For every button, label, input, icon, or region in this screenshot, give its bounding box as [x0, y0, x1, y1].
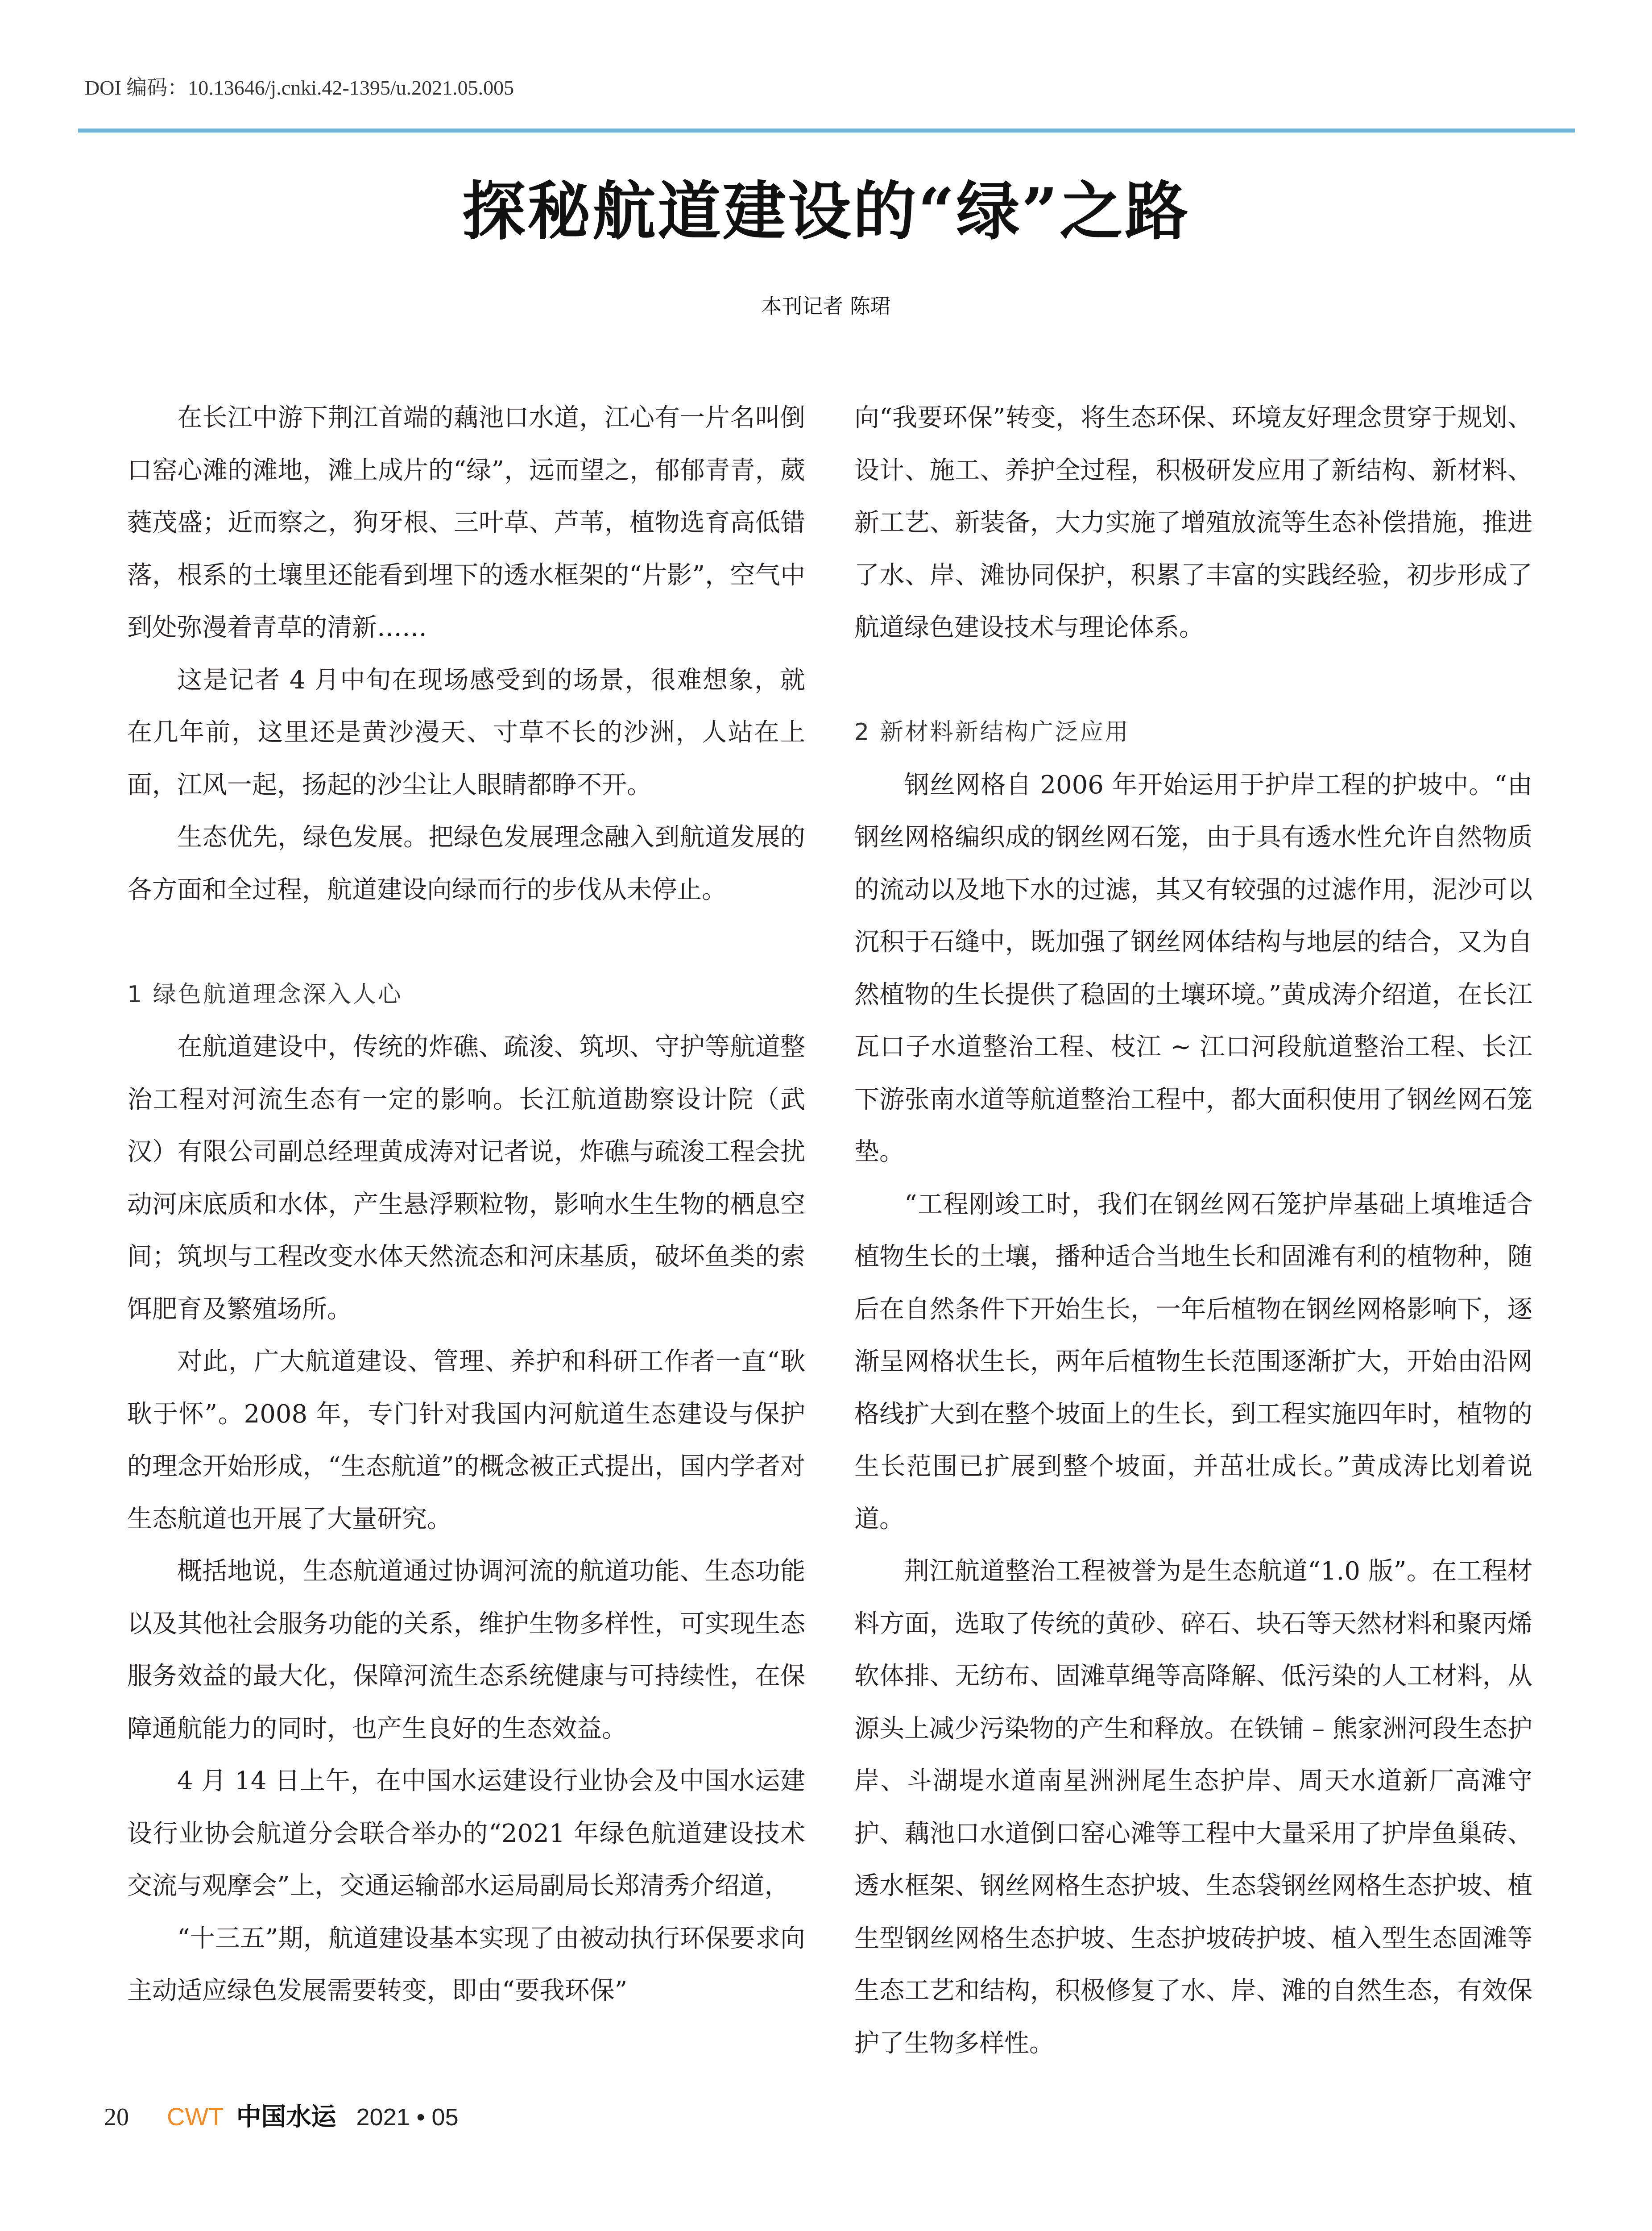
- page-number: 20: [104, 2103, 129, 2131]
- section-heading-2: 2 新材料新结构广泛应用: [854, 719, 1130, 746]
- brand-logo: CWT: [167, 2102, 224, 2131]
- paragraph: 荆江航道整治工程被誉为是生态航道“1.0 版”。在工程材料方面，选取了传统的黄砂、碎石、块石等天然材料和聚丙烯软体排、无纺布、固滩草绳等高降解、低污染的人工材料，从源头上减少污染物的产生和释放。在铁铺 – 熊家洲河段生态护岸、斗湖堤水道南星洲洲尾生态护岸、周天水道新厂高滩守护、藕池口水道倒口窑心滩等工程中大量采用了护岸鱼巢砖、透水框架、钢丝网格生态护坡、生态袋钢丝网格生态护坡、植生型钢丝网格生态护坡、生态护坡砖护坡、植入型生态固滩等生态工艺和结构，积极修复了水、岸、滩的自然生态，有效保护了生物多样性。: [854, 1557, 1532, 2058]
- article-title: 探秘航道建设的“绿”之路: [462, 174, 1190, 249]
- paragraph: 这是记者 4 月中旬在现场感受到的场景，很难想象，就在几年前，这里还是黄沙漫天、寸草不长的沙洲，人站在上面，江风一起，扬起的沙尘让人眼睛都睁不开。: [127, 665, 805, 800]
- left-column: [127, 392, 805, 2017]
- article-author: 本刊记者 陈珺: [761, 294, 891, 318]
- magazine-name: 中国水运: [236, 2102, 336, 2131]
- header-rule: [78, 129, 1575, 133]
- paragraph: 4 月 14 日上午，在中国水运建设行业协会及中国水运建设行业协会航道分会联合举办的“2021 年绿色航道建设技术交流与观摩会”上，交通运输部水运局副局长郑清秀介绍道，: [127, 1767, 805, 1900]
- section-heading-1: 1 绿色航道理念深入人心: [127, 981, 403, 1008]
- section-spacer: [854, 654, 1532, 707]
- paragraph: 向“我要环保”转变，将生态环保、环境友好理念贯穿于规划、设计、施工、养护全过程，积极研发应用了新结构、新材料、新工艺、新装备，大力实施了增殖放流等生态补偿措施，推进了水、岸、滩协同保护，积累了丰富的实践经验，初步形成了航道绿色建设技术与理论体系。: [854, 403, 1532, 642]
- paragraph: “工程刚竣工时，我们在钢丝网石笼护岸基础上填堆适合植物生长的土壤，播种适合当地生长和固滩有利的植物种，随后在自然条件下开始生长，一年后植物在钢丝网格影响下，逐渐呈网格状生长，两年后植物生长范围逐渐扩大，开始由沿网格线扩大到在整个坡面上的生长，到工程实施四年时，植物的生长范围已扩展到整个坡面，并茁壮成长。”黄成涛比划着说道。: [854, 1190, 1532, 1534]
- paragraph: 钢丝网格自 2006 年开始运用于护岸工程的护坡中。“由钢丝网格编织成的钢丝网石笼，由于具有透水性允许自然物质的流动以及地下水的过滤，其又有较强的过滤作用，泥沙可以沉积于石缝中，既加强了钢丝网体结构与地层的结合，又为自然植物的生长提供了稳固的土壤环境。”黄成涛介绍道，在长江瓦口子水道整治工程、枝江 ~ 江口河段航道整治工程、长江下游张南水道等航道整治工程中，都大面积使用了钢丝网石笼垫。: [854, 770, 1532, 1166]
- paragraph: 概括地说，生态航道通过协调河流的航道功能、生态功能以及其他社会服务功能的关系，维护生物多样性，可实现生态服务效益的最大化，保障河流生态系统健康与可持续性，在保障通航能力的同时，也产生良好的生态效益。: [127, 1557, 805, 1743]
- right-column: [854, 392, 1532, 2069]
- paragraph: 在航道建设中，传统的炸礁、疏浚、筑坝、守护等航道整治工程对河流生态有一定的影响。长江航道勘察设计院（武汉）有限公司副总经理黄成涛对记者说，炸礁与疏浚工程会扰动河床底质和水体，产生悬浮颗粒物，影响水生生物的栖息空间；筑坝与工程改变水体天然流态和河床基质，破坏鱼类的索饵肥育及繁殖场所。: [127, 1033, 805, 1324]
- issue-number: 2021 • 05: [356, 2104, 459, 2131]
- paragraph: 生态优先，绿色发展。把绿色发展理念融入到航道发展的各方面和全过程，航道建设向绿而行的步伐从未停止。: [127, 823, 805, 904]
- page-footer: [104, 2097, 459, 2133]
- doi-code: DOI 编码：10.13646/j.cnki.42-1395/u.2021.05.005: [85, 76, 514, 99]
- section-spacer: [127, 916, 805, 969]
- paragraph: 对此，广大航道建设、管理、养护和科研工作者一直“耿耿于怀”。2008 年，专门针对我国内河航道生态建设与保护的理念开始形成，“生态航道”的概念被正式提出，国内学者对生态航道也开展了大量研究。: [127, 1347, 805, 1534]
- paragraph: “十三五”期，航道建设基本实现了由被动执行环保要求向主动适应绿色发展需要转变，即由“要我环保”: [127, 1924, 805, 2005]
- paragraph: 在长江中游下荆江首端的藕池口水道，江心有一片名叫倒口窑心滩的滩地，滩上成片的“绿”，远而望之，郁郁青青，葳蕤茂盛；近而察之，狗牙根、三叶草、芦苇，植物选育高低错落，根系的土壤里还能看到埋下的透水框架的“片影”，空气中到处弥漫着青草的清新……: [127, 403, 805, 642]
